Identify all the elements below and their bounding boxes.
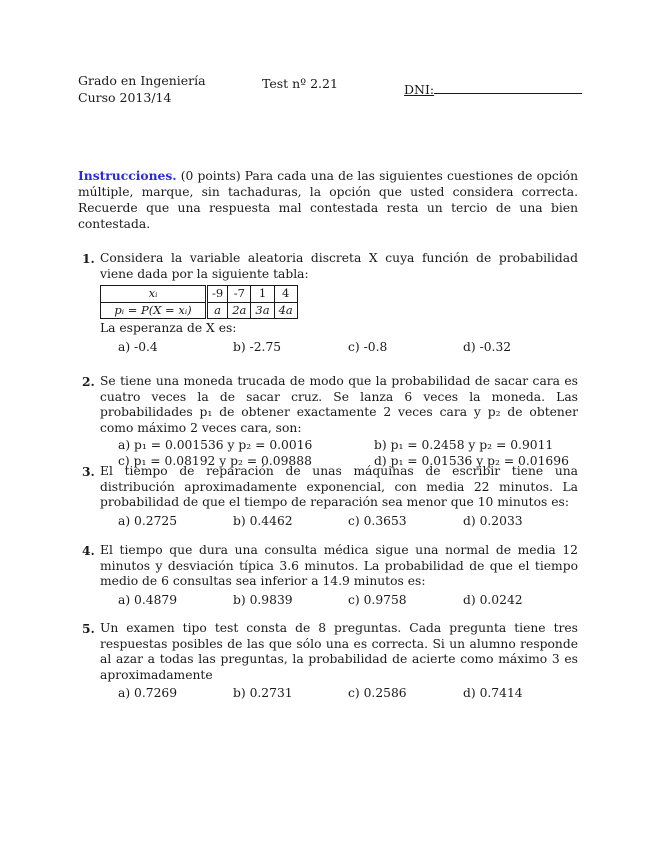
options (118, 514, 578, 530)
table-cell: 4a (274, 302, 297, 319)
option-a[interactable]: a) p₁ = 0.001536 y p₂ = 0.0016 (118, 438, 313, 452)
table-cell: -7 (228, 286, 251, 303)
dni-blank-line (434, 80, 582, 94)
option-c[interactable]: c) -0.8 (348, 339, 388, 354)
dni-field (404, 80, 582, 97)
question-2 (78, 374, 578, 469)
options (118, 340, 578, 356)
instructions (78, 168, 578, 232)
option-d[interactable]: d) 0.0242 (463, 592, 523, 607)
table-cell: 4 (274, 286, 297, 303)
options (118, 686, 578, 702)
table-row (101, 286, 298, 303)
table-cell: a (207, 302, 228, 319)
option-d[interactable]: d) 0.7414 (463, 686, 523, 700)
course-label: Curso 2013/14 (78, 90, 172, 105)
table-cell: 2a (228, 302, 251, 319)
table-row (101, 302, 298, 319)
question-number: 3. (82, 464, 95, 479)
table-cell: -9 (207, 286, 228, 303)
dni-label: DNI: (404, 82, 435, 97)
instructions-points: (0 points) (180, 169, 241, 183)
option-b[interactable]: b) p₁ = 0.2458 y p₂ = 0.9011 (374, 438, 554, 452)
option-d[interactable]: d) 0.2033 (463, 513, 523, 528)
question-text: Un examen tipo test consta de 8 preguntas. Cada pregunta tiene tres respuestas posibles de las que sólo una es correcta. Si un alumno responde al azar a todas las preguntas, la probabilidad de acierte como máximo 3 es aproximadamente (100, 621, 578, 682)
table-cell: 1 (251, 286, 274, 303)
question-number: 1. (82, 251, 95, 266)
option-b[interactable]: b) 0.2731 (233, 686, 293, 700)
option-a[interactable]: a) -0.4 (118, 339, 158, 354)
option-b[interactable]: b) 0.4462 (233, 513, 293, 528)
question-prompt: La esperanza de X es: (100, 321, 237, 335)
option-a[interactable]: a) 0.7269 (118, 686, 178, 700)
instructions-heading: Instrucciones. (78, 168, 177, 183)
option-c[interactable]: c) 0.3653 (348, 513, 407, 528)
question-text: El tiempo de reparación de unas máquinas de escribir tiene una distribución aproximadamente exponencial, con media 22 minutos. La probabilidad de que el tiempo de reparación sea menor que 10 minutos es: (100, 464, 578, 509)
option-c[interactable]: c) p₁ = 0.08192 y p₂ = 0.09888 (118, 453, 312, 468)
option-d[interactable]: d) -0.32 (463, 339, 512, 354)
option-b[interactable]: b) 0.9839 (233, 592, 293, 607)
table-row-header: xᵢ (101, 286, 207, 303)
option-b[interactable]: b) -2.75 (233, 339, 282, 354)
table-cell: 3a (251, 302, 274, 319)
instructions-text: Para cada una de las siguientes cuestiones de opción múltiple, marque, sin tachaduras, la opción que usted considera correcta. Recuerde que una respuesta mal contestada resta un tercio de una bien contestada. (78, 169, 578, 231)
option-c[interactable]: c) 0.2586 (348, 686, 407, 700)
option-a[interactable]: a) 0.4879 (118, 592, 178, 607)
question-number: 5. (82, 621, 95, 636)
degree-label: Grado en Ingeniería (78, 73, 206, 88)
question-text: El tiempo que dura una consulta médica sigue una normal de media 12 minutos y desviación típica 3.6 minutos. La probabilidad de que el tiempo medio de 6 consultas sea inferior a 14.9 minutos es: (100, 543, 578, 588)
option-d[interactable]: d) p₁ = 0.01536 y p₂ = 0.01696 (374, 453, 569, 468)
question-text: Considera la variable aleatoria discreta X cuya función de probabilidad viene dada por la siguiente tabla: (100, 251, 578, 281)
options (118, 593, 578, 609)
option-c[interactable]: c) 0.9758 (348, 592, 407, 607)
question-text: Se tiene una moneda trucada de modo que la probabilidad de sacar cara es cuatro veces la de sacar cruz. Se lanza 6 veces la moneda. Las probabilidades p₁ de obtener exactamente 2 veces cara y p₂ de obtener como máximo 2 veces cara, son: (100, 374, 578, 435)
probability-table (100, 285, 298, 319)
question-3 (78, 464, 578, 529)
header-left (78, 72, 206, 106)
test-number: Test nº 2.21 (262, 76, 338, 91)
question-number: 2. (82, 374, 95, 389)
question-1 (78, 251, 578, 355)
question-number: 4. (82, 543, 95, 558)
question-5 (78, 621, 578, 702)
table-row-header: pᵢ = P(X = xᵢ) (101, 302, 207, 319)
question-4 (78, 543, 578, 608)
option-a[interactable]: a) 0.2725 (118, 513, 178, 528)
